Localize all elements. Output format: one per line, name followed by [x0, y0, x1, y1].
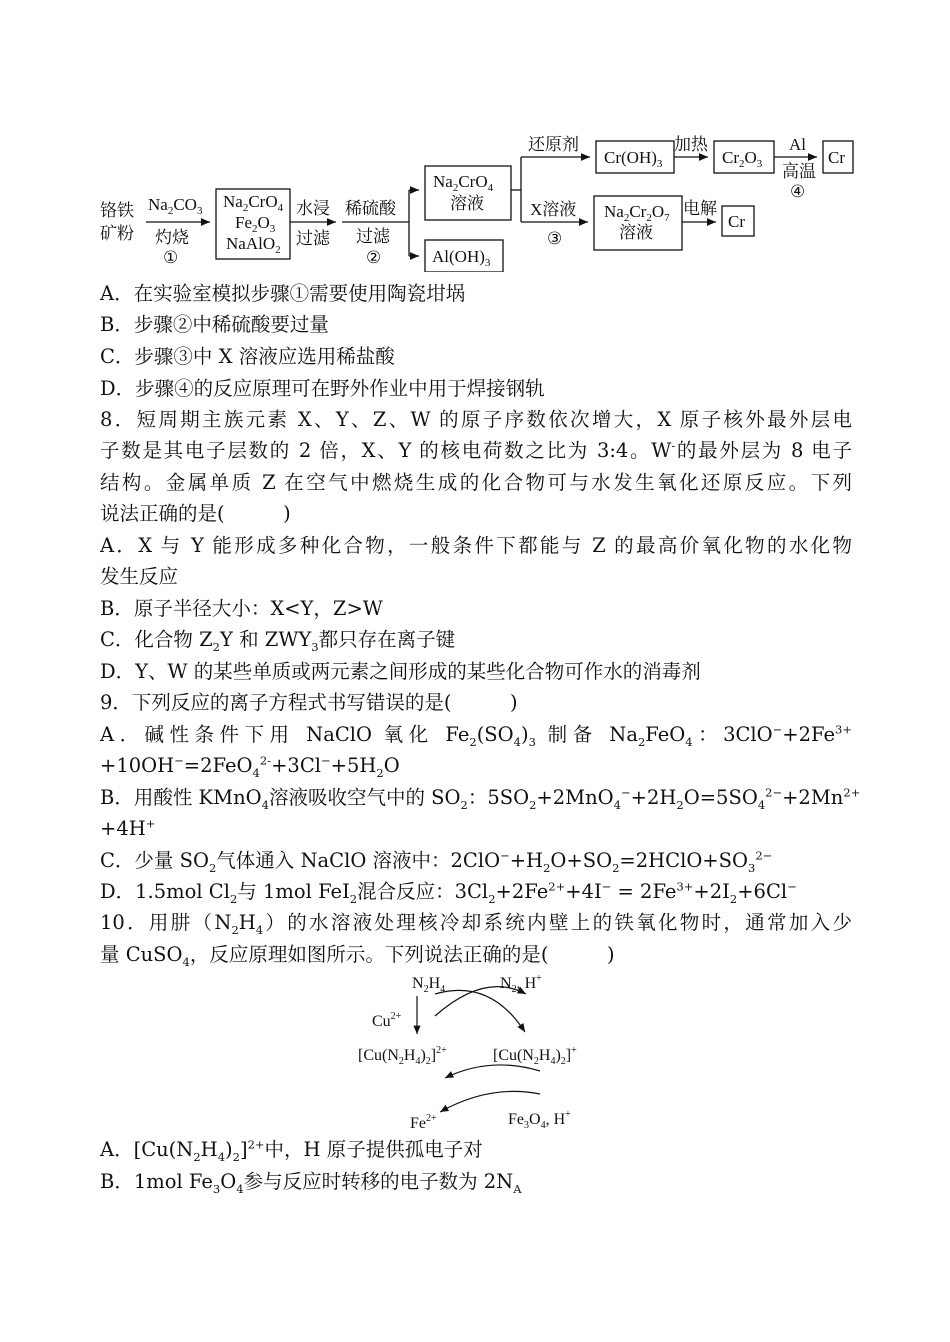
mix-line-2: $Fe_2O_3$ [235, 213, 276, 235]
hightemp-label: 高温 [782, 162, 816, 181]
q10-option-a: A．$[Cu(N_2H_4)_2]^{2+}$中，H 原子提供孤电子对 [100, 1137, 483, 1164]
step1-reagent: $Na_2CO_3$ [148, 195, 203, 217]
step4-num: ④ [790, 182, 806, 201]
q9-stem: 9．下列反应的离子方程式书写错误的是( ) [100, 691, 518, 714]
q9-option-c: C．少量 $SO_2$气体通入 NaClO 溶液中：$2ClO^-+H_2O+SO_2=2HClO+SO_3^{2-}$ [100, 848, 773, 875]
q8-stem-line-4: 说法正确的是( ) [100, 502, 291, 525]
x-label: X溶液 [530, 200, 577, 219]
dichromate-formula: $Na_2Cr_2O_7$ [604, 202, 670, 224]
step3-num: ③ [547, 229, 563, 248]
reduce-label: 还原剂 [528, 135, 579, 154]
q9-option-b-line-1: B．用酸性 KMnO$_4$溶液吸收空气中的 $SO_2$：$5SO_2+2MnO_4^-+2H_2O=5SO_4^{2-}+2Mn^{2+}$ [100, 785, 861, 812]
q7-option-a: A．在实验室模拟步骤①需要使用陶瓷坩埚 [100, 282, 466, 305]
q7-option-b: B．步骤②中稀硫酸要过量 [100, 313, 329, 336]
dichromate-solution: 溶液 [619, 223, 653, 242]
step1-num: ① [163, 248, 179, 267]
reaction-cycle-diagram [350, 966, 610, 1136]
chromate-formula: $Na_2CrO_4$ [433, 172, 494, 194]
q7-option-c: C．步骤③中 X 溶液应选用稀盐酸 [100, 345, 395, 368]
q10-stem-line-2: 量 CuSO$_4$，反应原理如图所示。下列说法正确的是( ) [100, 943, 615, 969]
q8-stem-line-2: 子数是其电子层数的 2 倍，X、Y 的核电荷数之比为 3:4。W-的最外层为 8 电子 [100, 438, 852, 462]
q8-option-a-line-2: 发生反应 [100, 565, 179, 588]
chromate-solution: 溶液 [450, 194, 484, 213]
cu-ion-label: $Cu^{2+}$ [372, 1011, 402, 1030]
q9-option-a-line-2: $+10OH^-=2FeO_4^{2-}+3Cl^-+5H_2O$ [100, 753, 400, 780]
cr-product-2: Cr [728, 212, 745, 231]
raw-label-1: 铬铁 [100, 201, 134, 220]
n2h4-label: $N_2H_4$ [412, 975, 446, 995]
al-label: Al [789, 135, 806, 154]
q8-option-d: D．Y、W 的某些单质或两元素之间形成的某些化合物可作水的消毒剂 [100, 660, 701, 683]
cr-product-1: Cr [828, 148, 845, 167]
raw-label-2: 矿粉 [100, 224, 134, 243]
process-flow-diagram [0, 0, 950, 272]
acid-label: 稀硫酸 [345, 199, 396, 218]
q8-option-b: B．原子半径大小：X<Y，Z>W [100, 597, 383, 620]
filter-label: 过滤 [356, 227, 390, 246]
step1-label: 灼烧 [155, 228, 189, 247]
fe3o4-label: $Fe_3O_4$, H+ [508, 1109, 571, 1131]
q8-option-a-line-1: A．X 与 Y 能形成多种化合物，一般条件下都能与 Z 的最高价氧化物的水化物 [100, 534, 852, 557]
step2-num: ② [366, 248, 382, 267]
n2-h-label: $N_2$, H+ [500, 973, 542, 995]
cu-complex-plus: $[Cu(N_2H_4)_2]^+$ [493, 1045, 577, 1067]
croh-formula: $Cr(OH)_3$ [604, 148, 663, 170]
cr2o3-formula: $Cr_2O_3$ [722, 148, 763, 170]
wash-filter-label: 过滤 [296, 229, 330, 248]
q9-option-a-line-1: A．碱性条件下用 NaClO 氧化 $Fe_2(SO_4)_3$ 制备 $Na_2FeO_4$：$3ClO^-+2Fe^{3+}$ [100, 722, 852, 749]
q8-stem-line-1: 8．短周期主族元素 X、Y、Z、W 的原子序数依次增大，X 原子核外最外层电 [100, 408, 852, 431]
q7-option-d: D．步骤④的反应原理可在野外作业中用于焊接钢轨 [100, 377, 545, 400]
mix-line-3: NaAlO$_2$ [226, 234, 281, 256]
q9-option-d: D．1.5mol $Cl_2$与 1mol FeI$_2$混合反应：$3Cl_2+2Fe^{2+}+4I^- = 2Fe^{3+}+2I_2+6Cl^-$ [100, 879, 797, 906]
fe-ion-label: $Fe^{2+}$ [410, 1113, 437, 1132]
q8-option-c: C．化合物 $Z_2Y$ 和 $ZWY_3$都只存在离子键 [100, 628, 456, 654]
q10-stem-line-1: 10．用肼$(N_2H_4)$的水溶液处理核冷却系统内壁上的铁氧化物时，通常加入少 [100, 911, 852, 937]
electro-label: 电解 [683, 199, 717, 218]
heat-label: 加热 [674, 135, 708, 154]
cu-complex-2plus: $[Cu(N_2H_4)_2]^{2+}$ [358, 1045, 447, 1067]
arrow-curve-bottom-1 [445, 1065, 540, 1078]
arrow-curve-bottom-2 [440, 1091, 540, 1112]
q9-option-b-line-2: +4H+ [100, 816, 156, 840]
arrow-curve-top-2 [435, 990, 525, 1032]
q8-stem-line-3: 结构。金属单质 Z 在空气中燃烧生成的化合物可与水发生氧化还原反应。下列 [100, 471, 852, 494]
mix-line-1: $Na_2CrO_4$ [223, 192, 284, 214]
aloh-formula: $Al(OH)_3$ [432, 247, 491, 269]
q10-option-b: B．1mol $Fe_3O_4$参与反应时转移的电子数为 $2N_A$ [100, 1170, 522, 1196]
wash-label: 水浸 [296, 199, 330, 218]
